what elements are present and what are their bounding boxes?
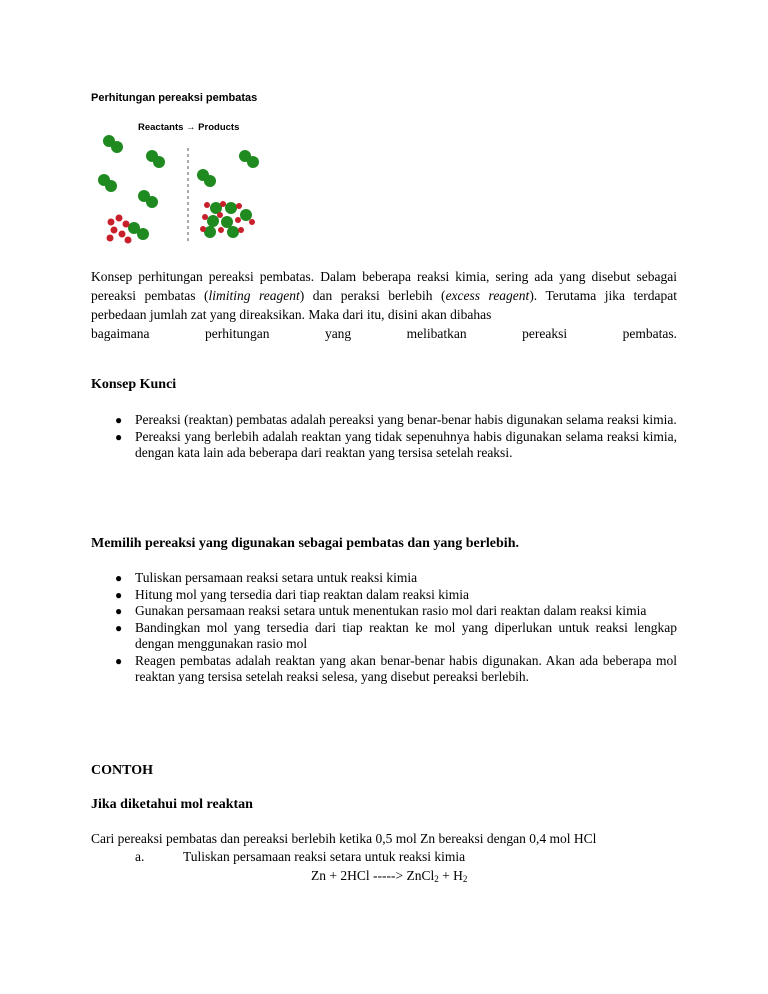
list-item: ● Pereaksi yang berlebih adalah reaktan yang tidak sepenuhnya habis digunakan selama reaksi kimia, dengan kata lain ada beberapa dari reaktan yang tersisa setelah reaksi.: [115, 428, 677, 460]
intro-last-line: bagaimana perhitungan yang melibatkan pereaksi pembatas.: [91, 326, 677, 341]
list-item: ● Reagen pembatas adalah reaktan yang akan benar-benar habis digunakan. Akan ada beberapa mol reaktan yang tersisa setelah reaksi selesa, yang disebut pereaksi berlebih.: [115, 652, 677, 684]
example-subtitle: Jika diketahui mol reaktan: [91, 797, 253, 812]
limiting-reagent-term: limiting reagent: [208, 288, 300, 303]
reactant-molecules: [98, 135, 165, 240]
bullet-icon: ●: [115, 413, 123, 427]
list-item: ● Gunakan persamaan reaksi setara untuk menentukan rasio mol dari reaktan dalam reaksi kimia: [115, 603, 647, 618]
key-concepts-title: Konsep Kunci: [91, 377, 177, 392]
list-item: ● Tuliskan persamaan reaksi setara untuk reaksi kimia: [115, 570, 418, 585]
example-problem: Cari pereaksi pembatas dan pereaksi berlebih ketika 0,5 mol Zn bereaksi dengan 0,4 mol HCl: [91, 831, 597, 846]
step-text: Tuliskan persamaan reaksi setara untuk reaksi kimia: [183, 849, 466, 864]
choosing-list: [91, 570, 677, 686]
step-letter: a.: [135, 849, 145, 864]
list-item: ● Hitung mol yang tersedia dari tiap reaktan dalam reaksi kimia: [115, 586, 470, 602]
reaction-figure: [92, 118, 282, 250]
section-title: Perhitungan pereaksi pembatas: [91, 92, 258, 104]
key-concepts-list: [91, 412, 677, 462]
intro-text-a: Konsep perhitungan pereaksi pembatas. Dalam beberapa reaksi kimia, sering ada yang disebut sebagai pereaksi pembatas (: [91, 269, 677, 303]
excess-reagent-term: excess reagent: [445, 288, 530, 303]
intro-text-c: ). Terutama jika terdapat perbedaan jumlah zat yang direaksikan. Maka dari itu, disini akan dibahas: [91, 288, 678, 322]
figure-label: Reactants → Products: [138, 122, 240, 133]
bullet-icon: ●: [115, 653, 123, 668]
bullet-icon: ●: [115, 604, 123, 618]
example-title: CONTOH: [91, 763, 153, 778]
bullet-icon: ●: [115, 429, 123, 444]
bullet-icon: ●: [115, 620, 123, 635]
product-molecules: [197, 150, 259, 238]
bullet-icon: ●: [115, 571, 123, 585]
bullet-icon: ●: [115, 587, 123, 602]
intro-text-b: ) dan peraksi berlebih (: [299, 288, 446, 303]
intro-paragraph: [91, 267, 677, 343]
list-item: ● Pereaksi (reaktan) pembatas adalah pereaksi yang benar-benar habis digunakan selama reaksi kimia.: [115, 412, 677, 427]
reaction-equation: Zn + 2HCl -----> ZnCl$_2$ + $H_2$: [311, 868, 468, 884]
choosing-title: Memilih pereaksi yang digunakan sebagai pembatas dan yang berlebih.: [91, 536, 519, 551]
reactant-small-molecules: [107, 215, 132, 244]
list-item: ● Bandingkan mol yang tersedia dari tiap reaktan ke mol yang diperlukan untuk reaksi lengkap dengan menggunakan rasio mol: [115, 619, 677, 651]
